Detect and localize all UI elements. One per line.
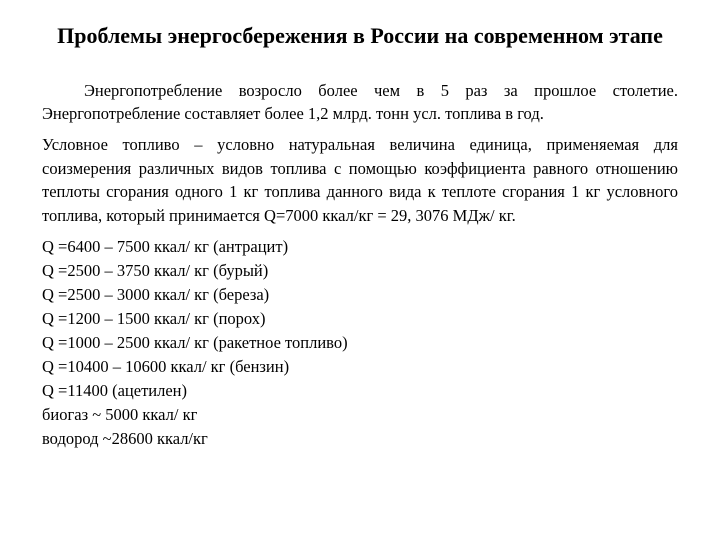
list-item: Q =6400 – 7500 ккал/ кг (антрацит) <box>42 237 289 257</box>
paragraph-intro: Энергопотребление возросло более чем в 5 раз за прошлое столетие. Энергопотребление составляет более 1,2 млрд. тонн усл. топлива в год. <box>42 80 678 124</box>
list-item: водород ~28600 ккал/кг <box>42 428 208 448</box>
list-item: Q =1200 – 1500 ккал/ кг (порох) <box>42 308 266 328</box>
fuel-calorific-list <box>42 235 678 450</box>
list-item: биогаз ~ 5000 ккал/ кг <box>42 404 198 424</box>
paragraph-definition: Условное топливо – условно натуральная величина единица, применяемая для соизмерения различных видов топлива с помощью коэффициента равного отношению теплоты сгорания одного 1 кг топлива данного вида к теплоте сгорания 1 кг условного топлива, который принимается Q=7000 ккал/кг = 29, 3076 МДж/ кг. <box>42 135 678 225</box>
page-title: Проблемы энергосбережения в России на современном этапе <box>57 23 663 48</box>
list-item: Q =10400 – 10600 ккал/ кг (бензин) <box>42 356 290 376</box>
list-item: Q =11400 (ацетилен) <box>42 380 188 400</box>
list-item: Q =2500 – 3000 ккал/ кг (береза) <box>42 284 270 304</box>
slide-content <box>24 79 696 451</box>
list-item: Q =2500 – 3750 ккал/ кг (бурый) <box>42 261 269 281</box>
list-item: Q =1000 – 2500 ккал/ кг (ракетное топливо) <box>42 332 348 352</box>
